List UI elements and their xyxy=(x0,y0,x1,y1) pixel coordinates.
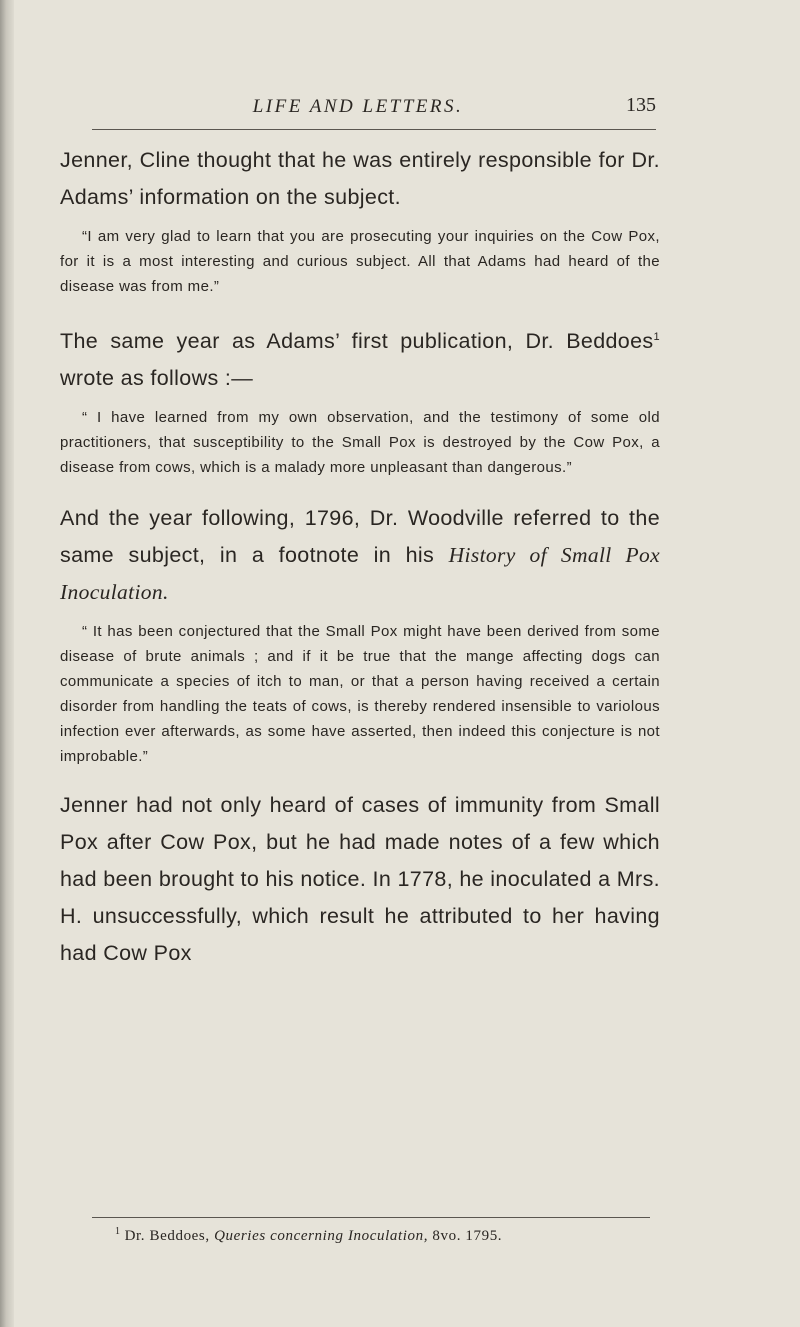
running-head xyxy=(60,94,656,128)
quotation-2: “ I have learned from my own observation, and the testimony of some old practitioners, that susceptibility to the Small Pox is destroyed by the Cow Pox, a disease from cows, which is a malady more unpleasant than dangerous.” xyxy=(60,409,660,476)
footnote-title: Queries concerning Inoculation, xyxy=(214,1228,429,1244)
paragraph-3 xyxy=(60,500,660,611)
book-title-reference: History of Small Pox Inoculation. xyxy=(60,543,660,604)
footnote-mark: 1 xyxy=(115,1226,121,1237)
paragraph-4: Jenner had not only heard of cases of immunity from Small Pox after Cow Pox, but he had made notes of a few which had been brought to his notice. In 1778, he inoculated a Mrs. H. unsuccessfully, which result he attributed to her having had Cow Pox xyxy=(60,793,660,965)
quotation-3: “ It has been conjectured that the Small Pox might have been derived from some disease of brute animals ; and if it be true that the mange affecting dogs can communicate a species of itch to man, or that a person having received a certain disorder from handling the teats of cows, is thereby rendered insensible to variolous infection ever afterwards, as some have asserted, then indeed this conjecture is not improbable.” xyxy=(60,623,660,765)
paragraph-3-text: And the year following, 1796, Dr. Woodville referred to the same subject, in a footnote in his xyxy=(60,506,660,567)
footnote-details: 8vo. 1795. xyxy=(428,1228,503,1244)
footnote xyxy=(115,1226,675,1245)
footnote-author: Dr. Beddoes, xyxy=(124,1228,215,1244)
paragraph-2-text: The same year as Adams’ first publication, Dr. Beddoes xyxy=(60,329,654,353)
paragraph-2-continuation: wrote as follows :— xyxy=(60,366,254,390)
running-title: LIFE AND LETTERS. xyxy=(252,96,464,117)
header-rule xyxy=(92,129,656,130)
paragraph-1: Jenner, Cline thought that he was entirely responsible for Dr. Adams’ information on the subject. xyxy=(60,148,660,209)
paragraph-2 xyxy=(60,323,660,397)
footnote-rule xyxy=(92,1217,650,1218)
page-number: 135 xyxy=(626,94,656,116)
quotation-1: “I am very glad to learn that you are prosecuting your inquiries on the Cow Pox, for it is a most interesting and curious subject. All that Adams had heard of the disease was from me.” xyxy=(60,228,660,295)
footnote-reference: 1 xyxy=(653,330,660,343)
body-text xyxy=(60,142,660,972)
